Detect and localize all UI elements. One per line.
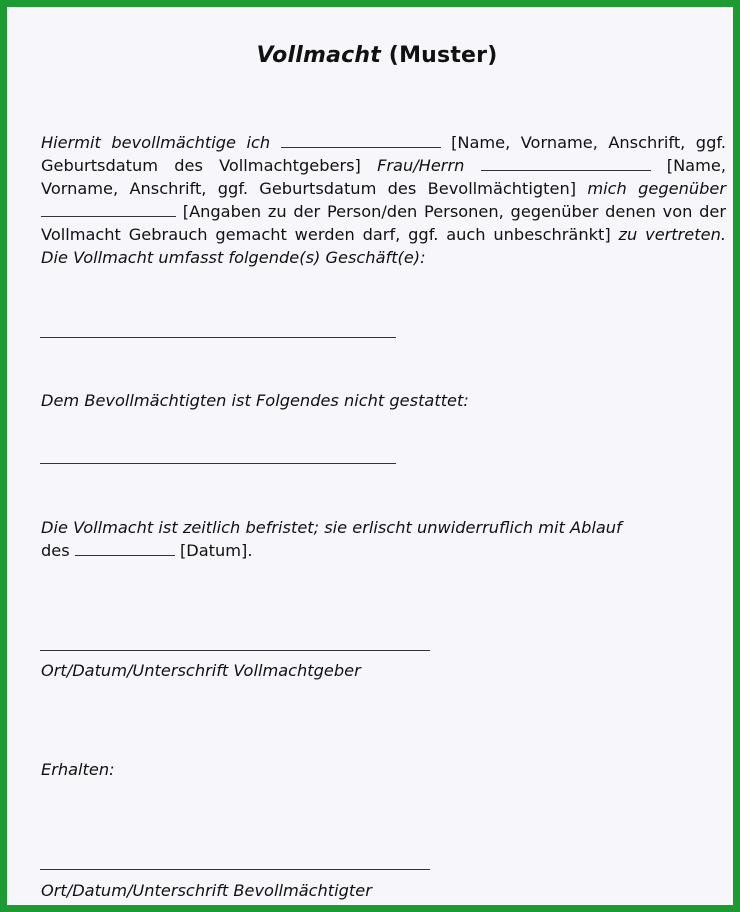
- received-text: Erhalten:: [41, 760, 115, 779]
- page-title: [7, 43, 740, 68]
- title-rest: (Muster): [380, 43, 498, 68]
- not-permitted-fill-line[interactable]: [40, 463, 396, 464]
- title-italic: Vollmacht: [256, 43, 381, 68]
- para-part-6: [Angaben zu der Person/den Personen, gegenüber denen von der Vollmacht Gebrauch gemacht werden darf, ggf. auch unbeschränkt]: [41, 202, 726, 244]
- expiry-date-blank[interactable]: [75, 539, 175, 556]
- grantor-signature-line[interactable]: [40, 650, 430, 651]
- expiry-line-1: [41, 516, 622, 539]
- grantor-signature-text: Ort/Datum/Unterschrift Vollmachtgeber: [41, 661, 361, 680]
- expiry-line-2: [41, 539, 253, 562]
- para-part-1: Hiermit bevollmächtige ich: [41, 133, 271, 152]
- para-part-3: Frau/Herrn: [377, 156, 465, 175]
- para-part-5: mich gegenüber: [587, 179, 726, 198]
- agent-signature-label: [41, 879, 372, 902]
- grantor-name-blank[interactable]: [281, 131, 441, 148]
- counterparty-blank[interactable]: [41, 200, 176, 217]
- not-permitted-text: Dem Bevollmächtigten ist Folgendes nicht gestattet:: [41, 391, 469, 410]
- business-fill-line[interactable]: [40, 337, 396, 338]
- para-part-2: [Name, Vorname, Anschrift, ggf. Geburtsdatum des Vollmachtgebers]: [41, 133, 727, 175]
- authorization-paragraph: [41, 131, 726, 269]
- grantor-signature-label: [41, 659, 361, 682]
- para-part-4: [Name, Vorname, Anschrift, ggf. Geburtsdatum des Bevollmächtigten]: [41, 156, 726, 198]
- expiry-text: Die Vollmacht ist zeitlich befristet; sie erlischt unwiderruflich mit Ablauf: [41, 518, 622, 537]
- para-part-7: zu vertreten. Die Vollmacht umfasst folgende(s) Geschäft(e):: [41, 225, 726, 267]
- expiry-des: des: [41, 541, 70, 560]
- agent-name-blank[interactable]: [481, 154, 651, 171]
- agent-signature-text: Ort/Datum/Unterschrift Bevollmächtigter: [41, 881, 372, 900]
- expiry-date-hint: [Datum].: [179, 541, 253, 560]
- agent-signature-line[interactable]: [40, 869, 430, 870]
- received-label: [41, 758, 115, 781]
- not-permitted-label: [41, 389, 469, 412]
